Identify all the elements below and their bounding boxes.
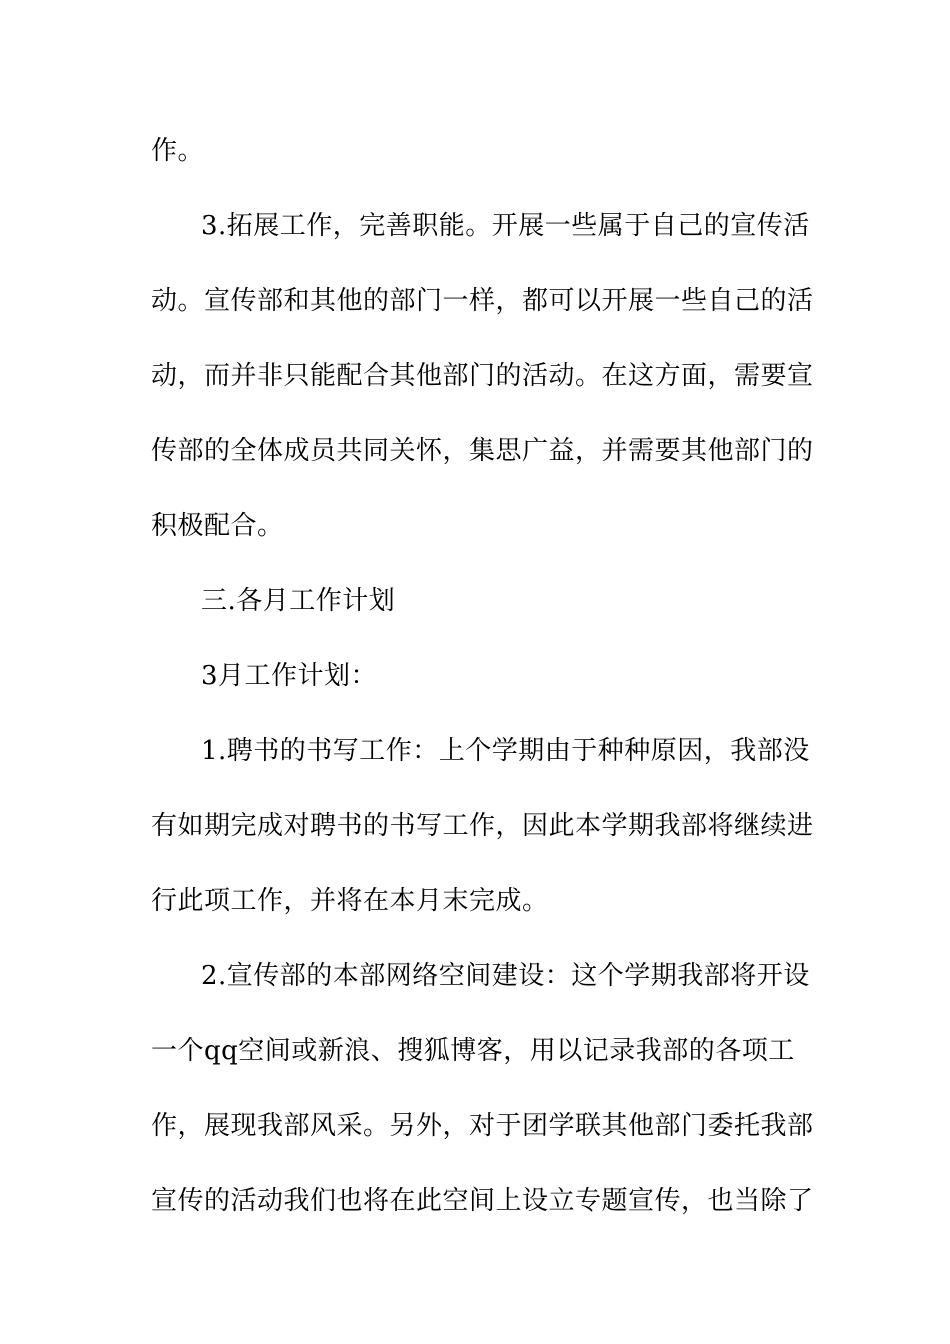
text-line: 积极配合。: [151, 511, 284, 541]
text-line: 2.宣传部的本部网络空间建设：这个学期我部将开设: [201, 961, 810, 991]
text-line: 作，展现我部风采。另外，对于团学联其他部门委托我部: [151, 1111, 814, 1141]
text-line: 3.拓展工作，完善职能。开展一些属于自己的宣传活: [201, 211, 810, 241]
text-line: 1.聘书的书写工作：上个学期由于种种原因，我部没: [201, 736, 810, 766]
text-line: 作。: [151, 136, 205, 166]
text-line: 行此项工作，并将在本月末完成。: [151, 886, 549, 916]
text-line: 传部的全体成员共同关怀，集思广益，并需要其他部门的: [151, 436, 814, 466]
text-line: 有如期完成对聘书的书写工作，因此本学期我部将继续进: [151, 811, 814, 841]
text-line: 一个qq空间或新浪、搜狐博客，用以记录我部的各项工: [151, 1036, 795, 1066]
text-line: 动。宣传部和其他的部门一样，都可以开展一些自己的活: [151, 286, 814, 316]
text-line: 宣传的活动我们也将在此空间上设立专题宣传，也当除了: [151, 1186, 814, 1216]
section-heading: 三.各月工作计划: [201, 586, 396, 616]
text-line: 动，而并非只能配合其他部门的活动。在这方面，需要宣: [151, 361, 814, 391]
subsection-heading: 3月工作计划：: [201, 661, 378, 691]
